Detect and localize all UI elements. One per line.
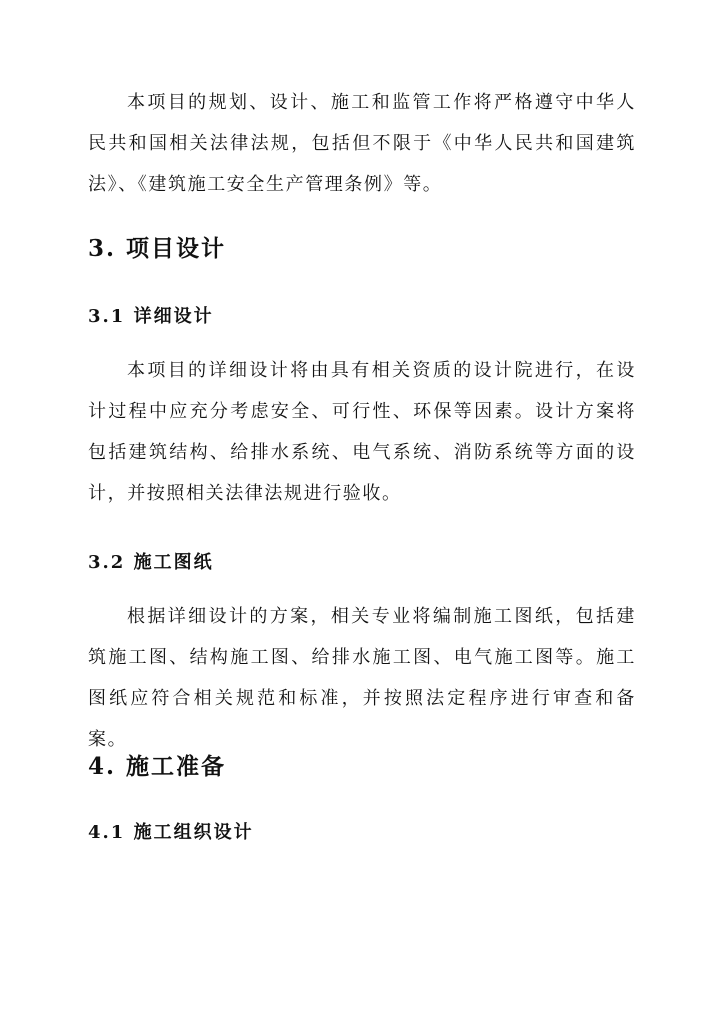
intro-paragraph: 本项目的规划、设计、施工和监管工作将严格遵守中华人民共和国相关法律法规，包括但不限于《中华人民共和国建筑法》、《建筑施工安全生产管理条例》等。: [88, 92, 636, 195]
section-4-heading: 4. 施工准备: [88, 753, 227, 780]
section-3-2-paragraph: 根据详细设计的方案，相关专业将编制施工图纸，包括建筑施工图、结构施工图、给排水施工图、电气施工图等。施工图纸应符合相关规范和标准，并按照法定程序进行审查和备案。: [88, 606, 636, 750]
section-3-1-paragraph: 本项目的详细设计将由具有相关资质的设计院进行，在设计过程中应充分考虑安全、可行性、环保等因素。设计方案将包括建筑结构、给排水系统、电气系统、消防系统等方面的设计，并按照相关法律法规进行验收。: [88, 360, 636, 504]
section-3-heading: 3. 项目设计: [88, 235, 227, 262]
section-4-1-heading: 4.1 施工组织设计: [88, 822, 254, 843]
section-3-2-heading: 3.2 施工图纸: [88, 552, 214, 573]
section-3-1-heading: 3.1 详细设计: [88, 306, 214, 327]
